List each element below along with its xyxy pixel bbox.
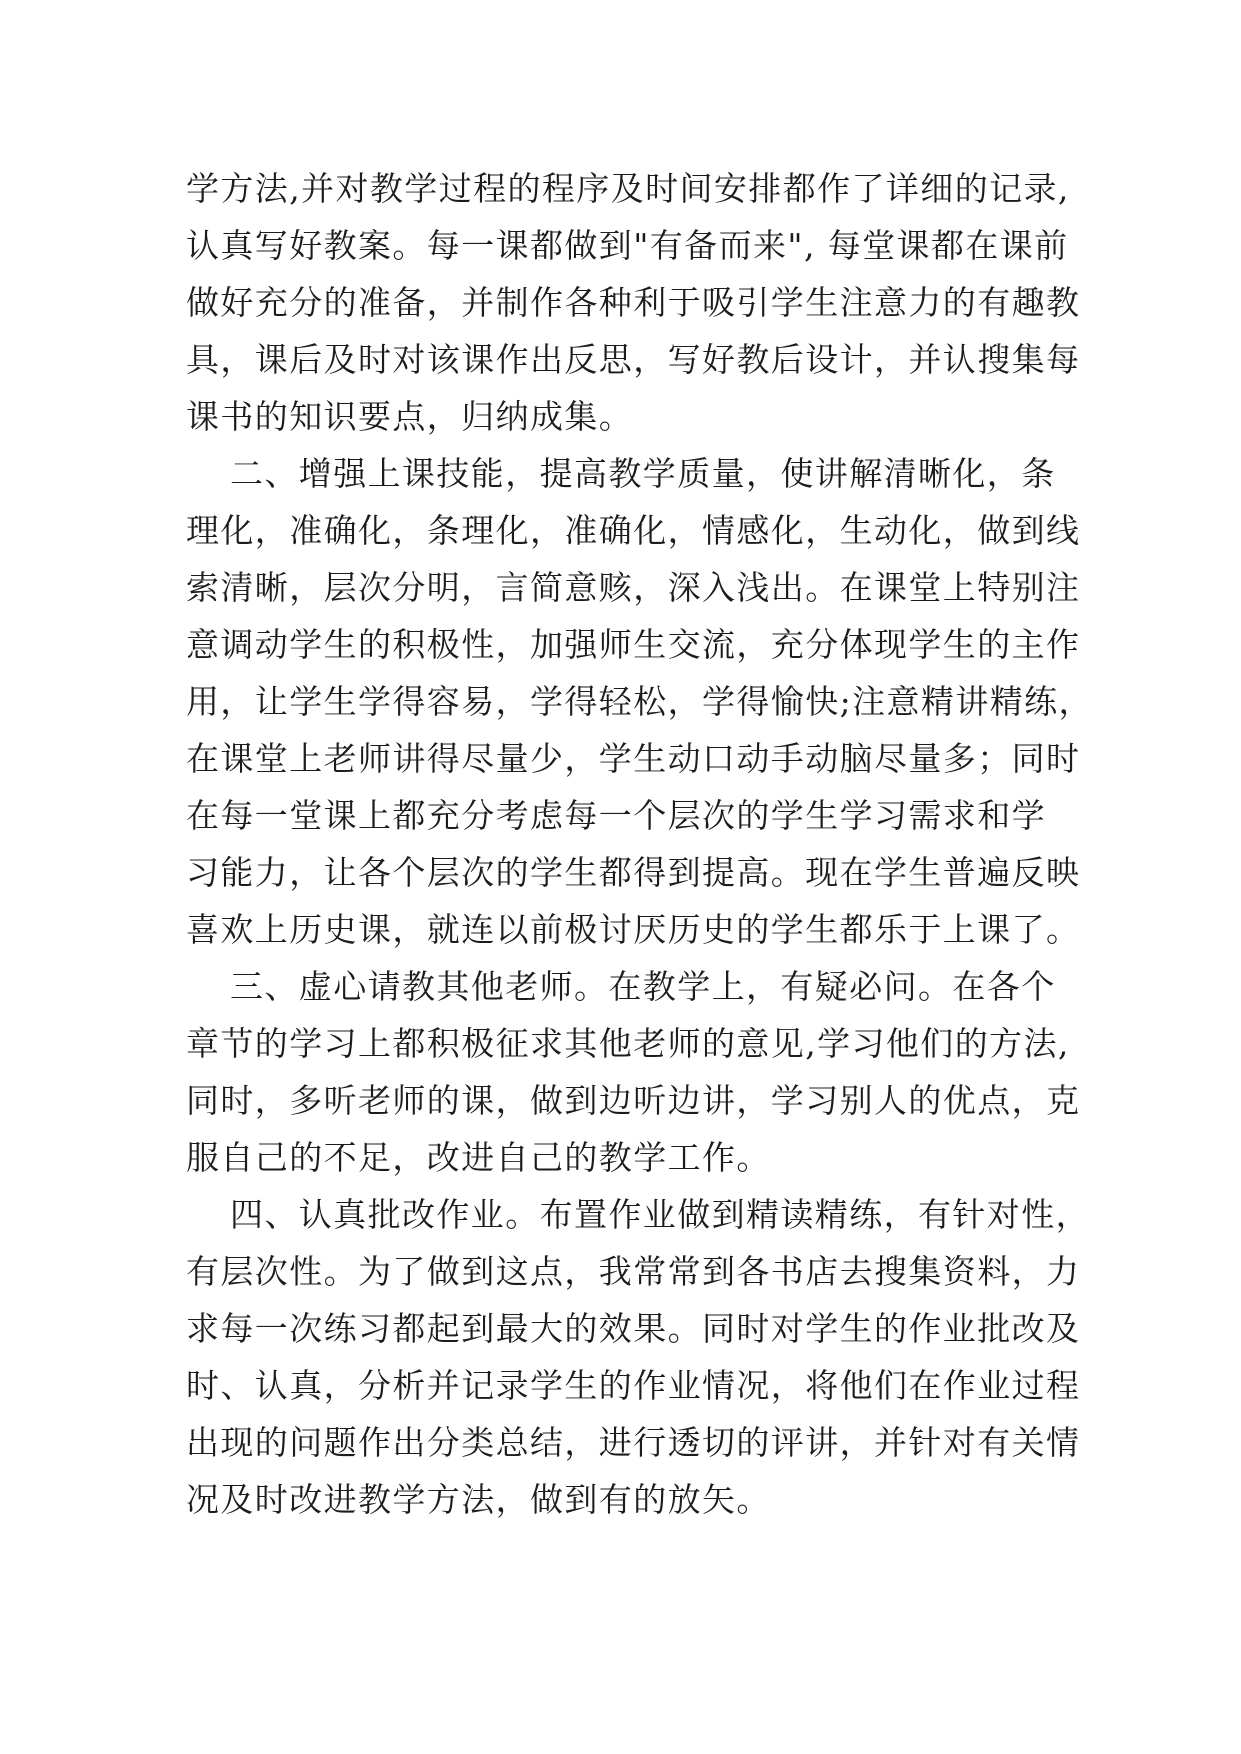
paragraph-section-4 — [186, 1186, 1196, 1528]
text-line: 在每一堂课上都充分考虑每一个层次的学生学习需求和学 — [186, 796, 1046, 835]
text-line: 索清晰，层次分明，言简意赅，深入浅出。在课堂上特别注 — [186, 568, 1081, 607]
text-line: 服自己的不足，改进自己的教学工作。 — [186, 1138, 771, 1177]
paragraph-section-3 — [186, 958, 1196, 1186]
text-line: 同时，多听老师的课，做到边听边讲，学习别人的优点，克 — [186, 1081, 1081, 1120]
text-line: 具，课后及时对该课作出反思，写好教后设计，并认搜集每 — [186, 340, 1081, 379]
paragraph-section-2 — [186, 445, 1196, 958]
text-line: 习能力，让各个层次的学生都得到提高。现在学生普遍反映 — [186, 853, 1081, 892]
text-line: 用，让学生学得容易，学得轻松，学得愉快;注意精讲精练， — [186, 682, 1093, 721]
text-line: 理化，准确化，条理化，准确化，情感化，生动化，做到线 — [186, 511, 1081, 550]
text-line: 二、增强上课技能，提高教学质量，使讲解清晰化，条 — [230, 454, 1056, 493]
text-line: 在课堂上老师讲得尽量少，学生动口动手动脑尽量多；同时 — [186, 739, 1081, 778]
text-line: 喜欢上历史课，就连以前极讨厌历史的学生都乐于上课了。 — [186, 910, 1081, 949]
text-line: 三、虚心请教其他老师。在教学上，有疑必问。在各个 — [230, 967, 1056, 1006]
text-line: 章节的学习上都积极征求其他老师的意见,学习他们的方法, — [186, 1024, 1070, 1063]
text-line: 意调动学生的积极性，加强师生交流，充分体现学生的主作 — [186, 625, 1081, 664]
document-body — [186, 160, 1196, 1528]
paragraph-continuation — [186, 160, 1196, 445]
text-line: 时、认真，分析并记录学生的作业情况，将他们在作业过程 — [186, 1366, 1081, 1405]
text-line: 有层次性。为了做到这点，我常常到各书店去搜集资料，力 — [186, 1252, 1081, 1291]
text-line: 况及时改进教学方法，做到有的放矢。 — [186, 1480, 771, 1519]
text-line: 四、认真批改作业。布置作业做到精读精练，有针对性， — [230, 1195, 1090, 1234]
text-line: 出现的问题作出分类总结，进行透切的评讲，并针对有关情 — [186, 1423, 1081, 1462]
text-line: 认真写好教案。每一课都做到"有备而来", 每堂课都在课前 — [186, 226, 1069, 265]
text-line: 课书的知识要点，归纳成集。 — [186, 397, 634, 436]
text-line: 求每一次练习都起到最大的效果。同时对学生的作业批改及 — [186, 1309, 1081, 1348]
text-line: 做好充分的准备，并制作各种利于吸引学生注意力的有趣教 — [186, 283, 1081, 322]
text-line: 学方法,并对教学过程的程序及时间安排都作了详细的记录, — [186, 169, 1070, 208]
